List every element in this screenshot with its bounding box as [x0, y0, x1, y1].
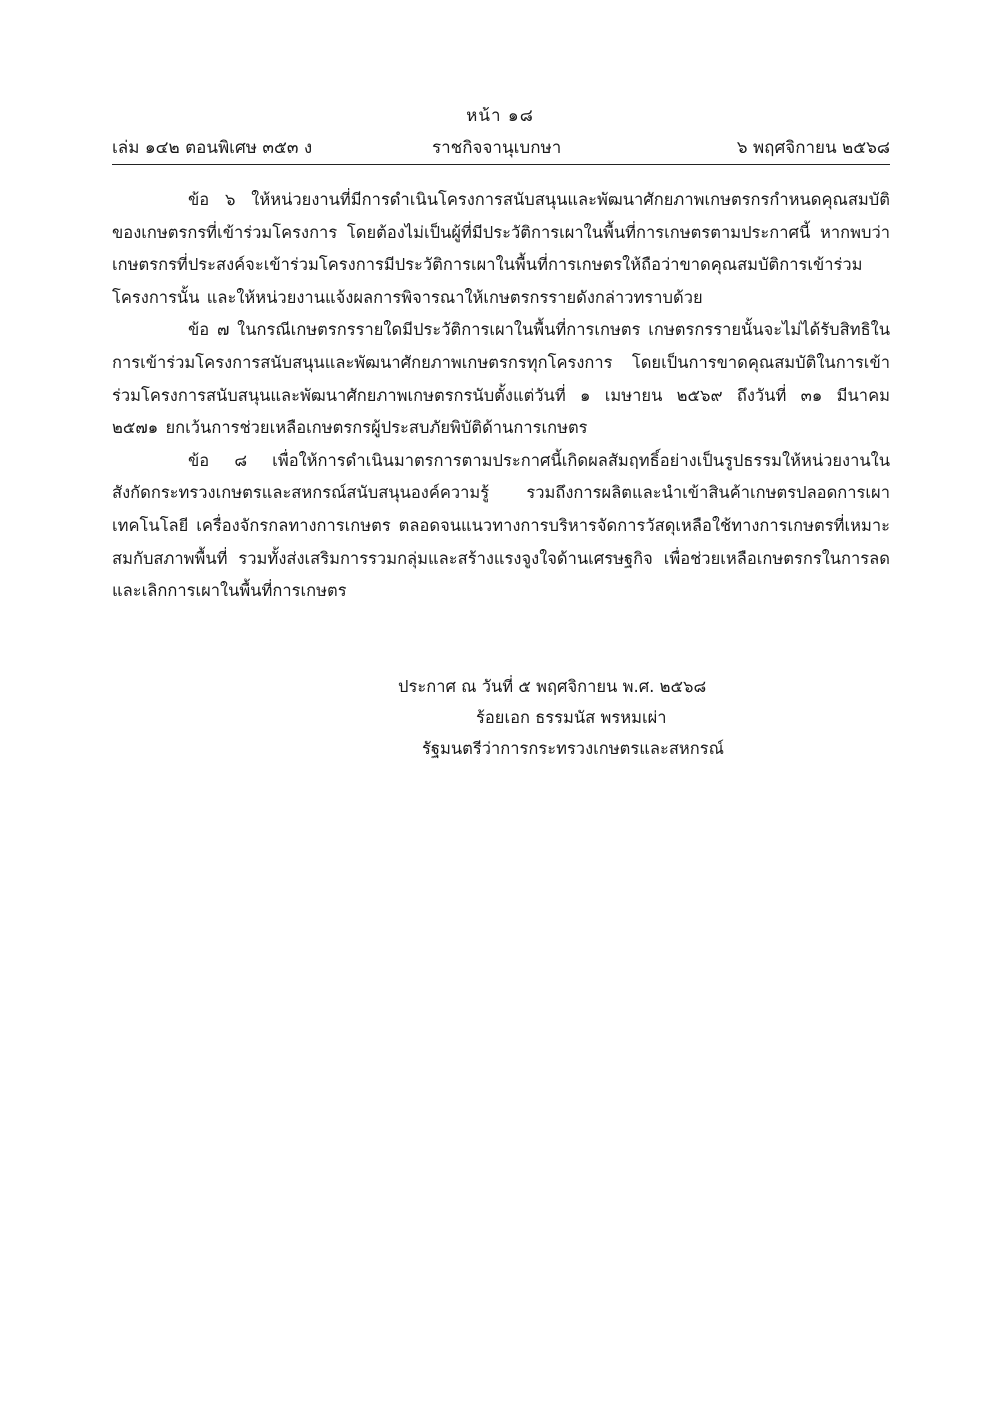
- signature-block: [380, 671, 800, 764]
- publication-date: ๖ พฤศจิกายน ๒๕๖๘: [736, 138, 890, 158]
- clause-8: ข้อ ๘ เพื่อให้การดำเนินมาตรการตามประกาศนี้เกิดผลสัมฤทธิ์อย่างเป็นรูปธรรมให้หน่วยงานในสังกัดกระทรวงเกษตรและสหกรณ์สนับสนุนองค์ความรู้ รวมถึงการผลิตและนำเข้าสินค้าเกษตรปลอดการเผา เทคโนโลยี เครื่องจักรกลทางการเกษตร ตลอดจนแนวทางการบริหารจัดการวัสดุเหลือใช้ทางการเกษตรที่เหมาะสมกับสภาพพื้นที่ รวมทั้งส่งเสริมการรวมกลุ่มและสร้างแรงจูงใจด้านเศรษฐกิจ เพื่อช่วยเหลือเกษตรกรในการลดและเลิกการเผาในพื้นที่การเกษตร: [112, 450, 890, 601]
- gazette-name: ราชกิจจานุเบกษา: [432, 138, 562, 158]
- announced-date: ประกาศ ณ วันที่ ๕ พฤศจิกายน พ.ศ. ๒๕๖๘: [398, 677, 707, 696]
- page-number: หน้า ๑๘: [466, 106, 534, 126]
- announcement-body: [112, 184, 890, 608]
- clause-7: ข้อ ๗ ในกรณีเกษตรกรรายใดมีประวัติการเผาในพื้นที่การเกษตร เกษตรกรรายนั้นจะไม่ได้รับสิทธิในการเข้าร่วมโครงการสนับสนุนและพัฒนาศักยภาพเกษตรกรทุกโครงการ โดยเป็นการขาดคุณสมบัติในการเข้าร่วมโครงการสนับสนุนและพัฒนาศักยภาพเกษตรกรนับตั้งแต่วันที่ ๑ เมษายน ๒๕๖๙ ถึงวันที่ ๓๑ มีนาคม ๒๕๗๑ ยกเว้นการช่วยเหลือเกษตรกรผู้ประสบภัยพิบัติด้านการเกษตร: [112, 320, 890, 438]
- header-divider: [112, 164, 890, 165]
- volume-issue: เล่ม ๑๔๒ ตอนพิเศษ ๓๕๓ ง: [112, 138, 313, 158]
- clause-6: ข้อ ๖ ให้หน่วยงานที่มีการดำเนินโครงการสนับสนุนและพัฒนาศักยภาพเกษตรกรกำหนดคุณสมบัติของเกษตรกรที่เข้าร่วมโครงการ โดยต้องไม่เป็นผู้ที่มีประวัติการเผาในพื้นที่การเกษตรตามประกาศนี้ หากพบว่าเกษตรกรที่ประสงค์จะเข้าร่วมโครงการมีประวัติการเผาในพื้นที่การเกษตรให้ถือว่าขาดคุณสมบัติการเข้าร่วมโครงการนั้น และให้หน่วยงานแจ้งผลการพิจารณาให้เกษตรกรรายดังกล่าวทราบด้วย: [112, 190, 890, 307]
- signer-name: ร้อยเอก ธรรมนัส พรหมเผ่า: [476, 708, 667, 727]
- signer-title: รัฐมนตรีว่าการกระทรวงเกษตรและสหกรณ์: [422, 739, 724, 758]
- gazette-header: [112, 136, 890, 160]
